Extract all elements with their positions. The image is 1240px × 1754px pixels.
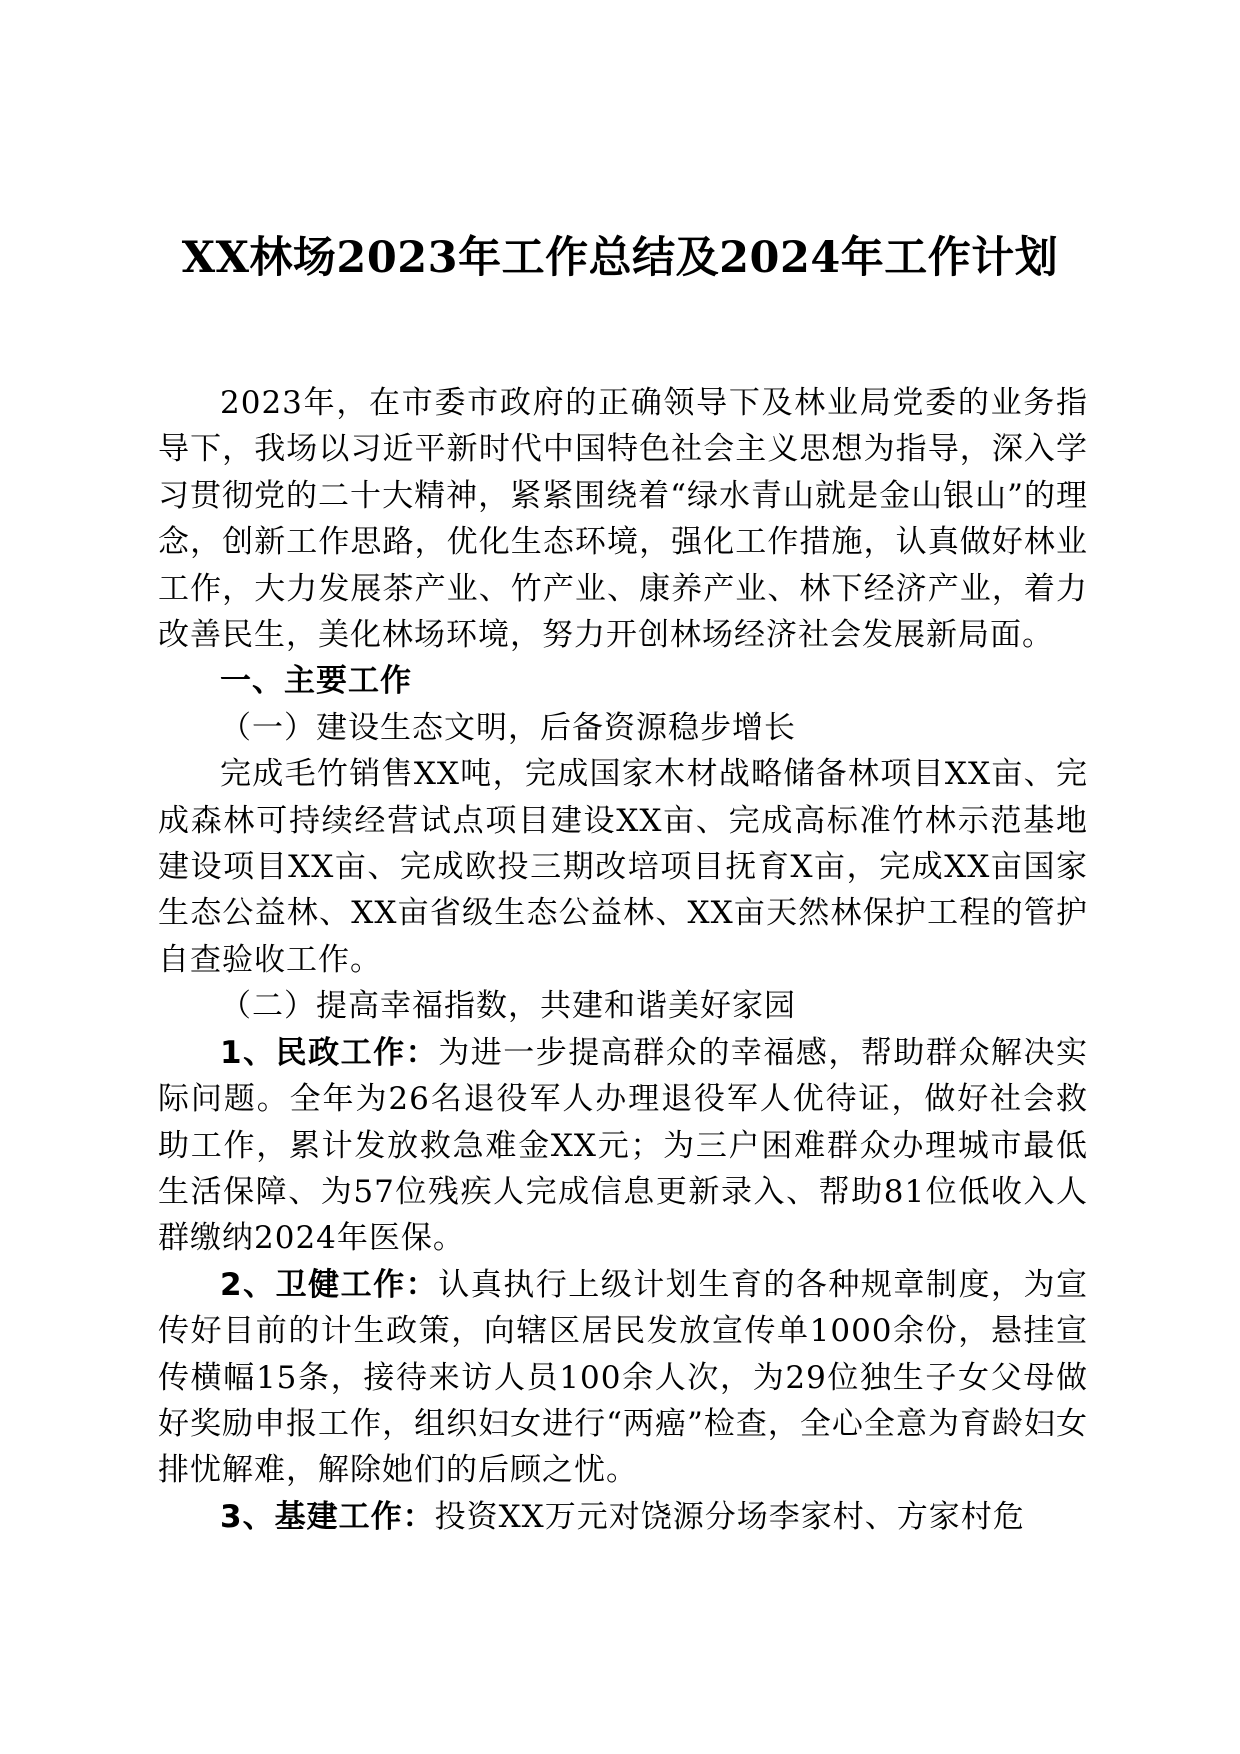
document-title: XX林场2023年工作总结及2024年工作计划 xyxy=(181,233,1059,283)
item-civil-affairs-label: 1、民政工作： xyxy=(220,1034,439,1071)
ecology-paragraph: 完成毛竹销售XX吨，完成国家木材战略储备林项目XX亩、完成森林可持续经营试点项目建设XX亩、完成高标准竹林示范基地建设项目XX亩、完成欧投三期改培项目抚育X亩，完成XX亩国家生态公益林、XX亩省级生态公益林、XX亩天然林保护工程的管护自查验收工作。 xyxy=(158,756,1088,978)
section-heading-main-work: 一、主要工作 xyxy=(220,663,412,700)
item-civil-affairs-text: 为进一步提高群众的幸福感，帮助群众解决实际问题。全年为26名退役军人办理退役军人优待证，做好社会救助工作，累计发放救急难金XX元；为三户困难群众办理城市最低生活保障、为57位残疾人完成信息更新录入、帮助81位低收入人群缴纳2024年医保。 xyxy=(158,1034,1088,1257)
item-infrastructure-text: 投资XX万元对饶源分场李家村、方家村危 xyxy=(434,1498,1025,1535)
subsection-heading-happiness: （二）提高幸福指数，共建和谐美好家园 xyxy=(220,988,796,1025)
item-health xyxy=(158,1262,1088,1494)
item-infrastructure xyxy=(158,1494,1088,1540)
item-infrastructure-label: 3、基建工作： xyxy=(220,1498,435,1535)
document-body xyxy=(158,380,1088,1540)
intro-paragraph: 2023年，在市委市政府的正确领导下及林业局党委的业务指导下，我场以习近平新时代中国特色社会主义思想为指导，深入学习贯彻党的二十大精神，紧紧围绕着“绿水青山就是金山银山”的理念，创新工作思路，优化生态环境，强化工作措施，认真做好林业工作，大力发展茶产业、竹产业、康养产业、林下经济产业，着力改善民生，美化林场环境，努力开创林场经济社会发展新局面。 xyxy=(158,385,1088,654)
item-health-text: 认真执行上级计划生育的各种规章制度，为宣传好目前的计生政策，向辖区居民发放宣传单1000余份，悬挂宣传横幅15条，接待来访人员100余人次，为29位独生子女父母做好奖励申报工作，组织妇女进行“两癌”检查，全心全意为育龄妇女排忧解难，解除她们的后顾之忧。 xyxy=(158,1266,1088,1489)
item-civil-affairs xyxy=(158,1030,1088,1262)
subsection-heading-ecology: （一）建设生态文明，后备资源稳步增长 xyxy=(220,709,796,746)
item-health-label: 2、卫健工作： xyxy=(220,1266,439,1303)
